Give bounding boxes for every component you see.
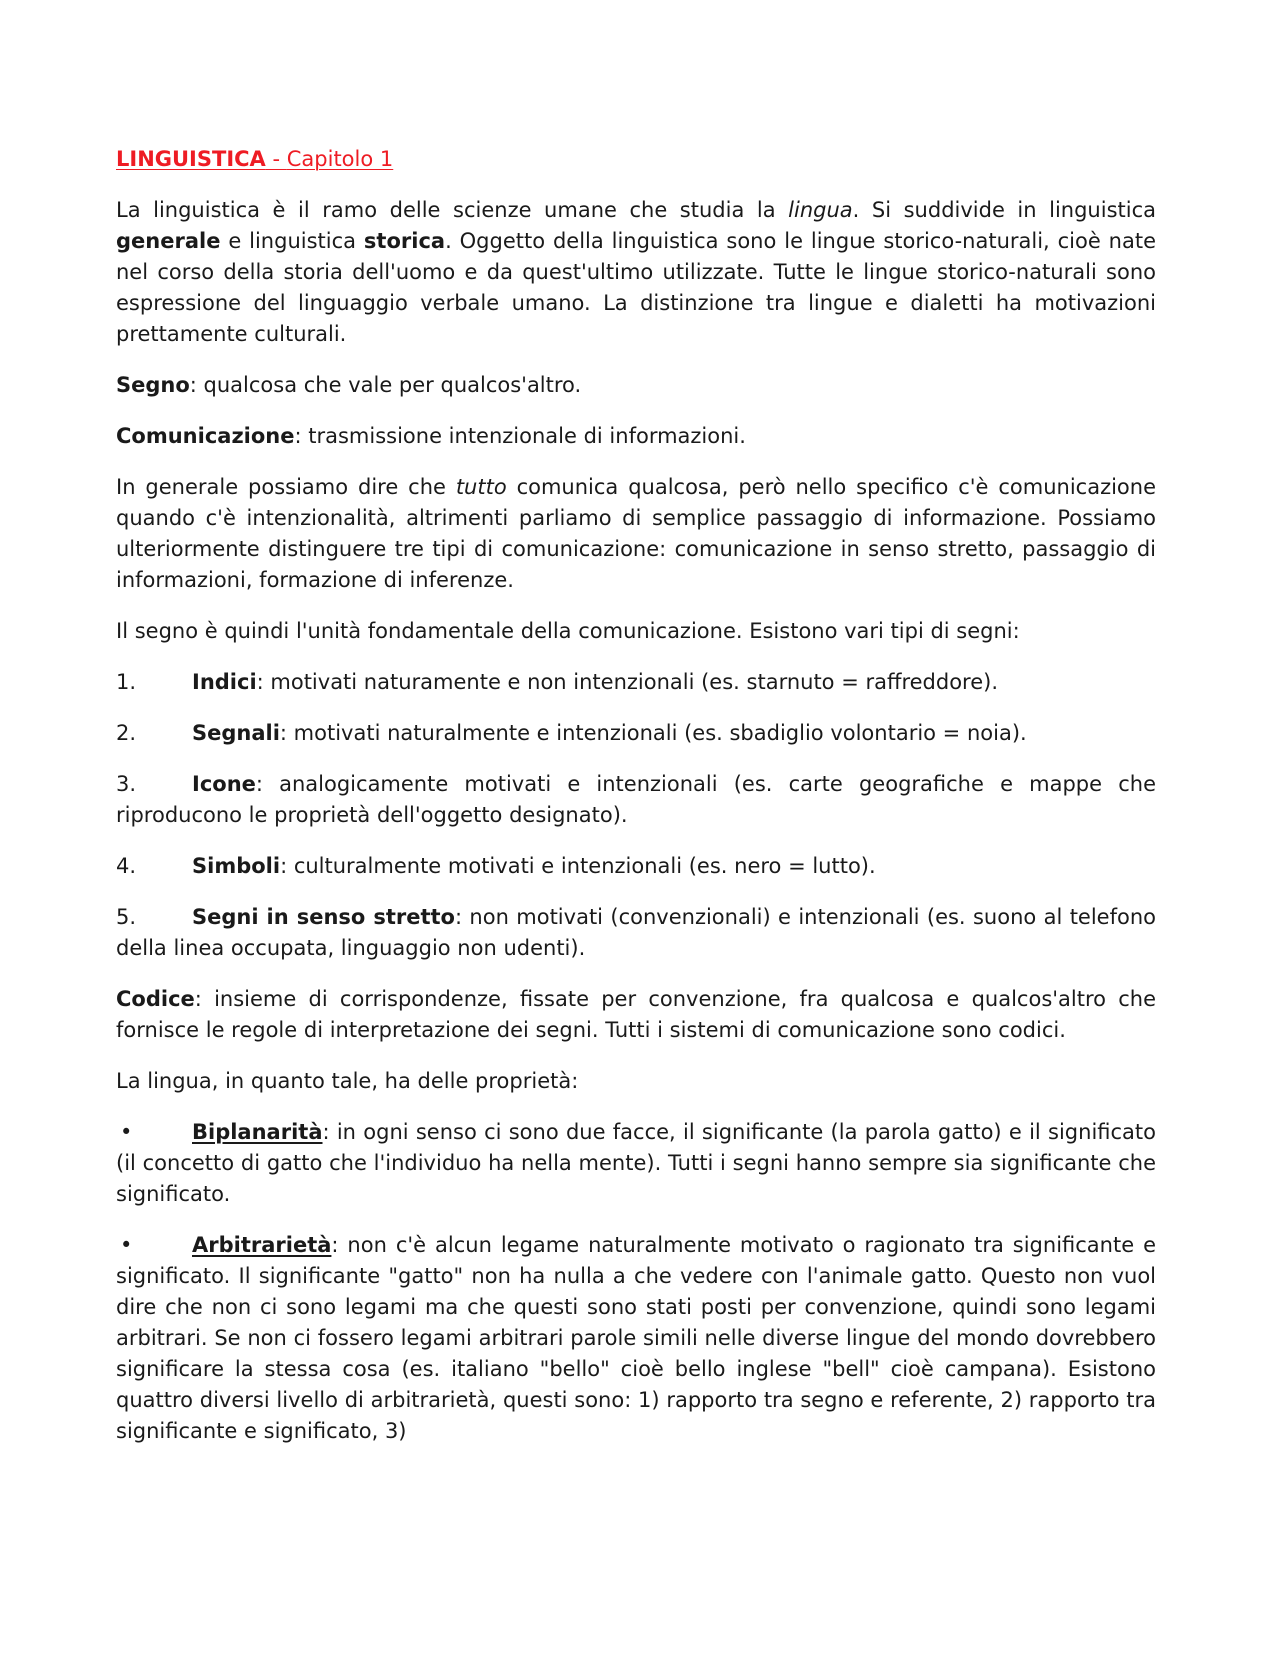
comunicazione-term: Comunicazione bbox=[116, 424, 295, 448]
segno-def: : qualcosa che vale per qualcos'altro. bbox=[189, 373, 582, 397]
proprieta-item bbox=[116, 1230, 1156, 1447]
title-underline bbox=[116, 147, 393, 171]
intro-text-2: . Si suddivide in linguistica bbox=[852, 198, 1156, 222]
segni-term: Segni in senso stretto bbox=[192, 905, 455, 929]
proprieta-term: Biplanarità bbox=[192, 1120, 323, 1144]
segni-def: : culturalmente motivati e intenzionali (es. nero = lutto). bbox=[280, 854, 876, 878]
bullet-icon: • bbox=[120, 1233, 133, 1257]
codice-term: Codice bbox=[116, 987, 195, 1011]
list-number: 1. bbox=[116, 670, 137, 694]
comunicazione-def: : trasmissione intenzionale di informazioni. bbox=[294, 424, 746, 448]
intro-italic-lingua: lingua bbox=[788, 198, 853, 222]
intro-bold-generale: generale bbox=[116, 229, 221, 253]
segni-item bbox=[116, 718, 1156, 749]
segni-def: : non motivati (convenzionali) e intenzionali (es. suono al telefono della linea occupata, linguaggio non udenti). bbox=[116, 905, 1156, 960]
segni-item bbox=[116, 851, 1156, 882]
proprieta-term: Arbitrarietà bbox=[192, 1233, 332, 1257]
segni-term: Segnali bbox=[192, 721, 280, 745]
page-title bbox=[116, 144, 1156, 175]
generale-text-2: comunica qualcosa, però nello specifico c'è comunicazione quando c'è intenzionalità, altrimenti parliamo di semplice passaggio di informazione. Possiamo ulteriormente distinguere tre tipi di comunicazione: comunicazione in senso stretto, passaggio di informazioni, formazione di inferenze. bbox=[116, 475, 1156, 592]
segni-term: Icone bbox=[192, 772, 256, 796]
title-chapter: Capitolo 1 bbox=[286, 147, 394, 171]
segni-intro: Il segno è quindi l'unità fondamentale della comunicazione. Esistono vari tipi di segni: bbox=[116, 619, 1020, 643]
bullet-icon: • bbox=[120, 1120, 133, 1144]
title-main: LINGUISTICA bbox=[116, 147, 266, 171]
segni-term: Indici bbox=[192, 670, 257, 694]
segni-item bbox=[116, 769, 1156, 831]
list-number: 3. bbox=[116, 772, 137, 796]
proprieta-item bbox=[116, 1117, 1156, 1210]
segni-def: : motivati naturalmente e intenzionali (es. sbadiglio volontario = noia). bbox=[279, 721, 1027, 745]
intro-paragraph bbox=[116, 195, 1156, 350]
generale-text-1: In generale possiamo dire che bbox=[116, 475, 456, 499]
generale-paragraph bbox=[116, 472, 1156, 596]
proprieta-intro: La lingua, in quanto tale, ha delle proprietà: bbox=[116, 1069, 579, 1093]
generale-italic-tutto: tutto bbox=[455, 475, 507, 499]
title-separator: - bbox=[265, 147, 287, 171]
comunicazione-definition bbox=[116, 421, 1156, 452]
list-number: 4. bbox=[116, 854, 137, 878]
proprieta-def: : non c'è alcun legame naturalmente motivato o ragionato tra significante e significato. Il significante "gatto" non ha nulla a che vedere con l'animale gatto. Questo non vuol dire che non ci sono legami ma che questi sono stati posti per convenzione, quindi sono legami arbitrari. Se non ci fossero legami arbitrari parole simili nelle diverse lingue del mondo dovrebbero significare la stessa cosa (es. italiano "bello" cioè bello inglese "bell" cioè campana). Esistono quattro diversi livello di arbitrarietà, questi sono: 1) rapporto tra segno e referente, 2) rapporto tra significante e significato, 3) bbox=[116, 1233, 1156, 1443]
segni-def: : analogicamente motivati e intenzionali (es. carte geografiche e mappe che riproducono le proprietà dell'oggetto designato). bbox=[116, 772, 1156, 827]
list-number: 2. bbox=[116, 721, 137, 745]
segno-term: Segno bbox=[116, 373, 190, 397]
intro-text-4: . Oggetto della linguistica sono le lingue storico-naturali, cioè nate nel corso della storia dell'uomo e da quest'ultimo utilizzate. Tutte le lingue storico-naturali sono espressione del linguaggio verbale umano. La distinzione tra lingue e dialetti ha motivazioni prettamente culturali. bbox=[116, 229, 1157, 346]
proprieta-def: : in ogni senso ci sono due facce, il significante (la parola gatto) e il significato (il concetto di gatto che l'individuo ha nella mente). Tutti i segni hanno sempre sia significante che significato. bbox=[116, 1120, 1156, 1206]
codice-def: : insieme di corrispondenze, fissate per convenzione, fra qualcosa e qualcos'altro che fornisce le regole di interpretazione dei segni. Tutti i sistemi di comunicazione sono codici. bbox=[116, 987, 1156, 1042]
segni-item bbox=[116, 667, 1156, 698]
segni-term: Simboli bbox=[192, 854, 281, 878]
intro-bold-storica: storica bbox=[363, 229, 446, 253]
intro-text-1: La linguistica è il ramo delle scienze umane che studia la bbox=[116, 198, 789, 222]
intro-text-3: e linguistica bbox=[220, 229, 364, 253]
segni-def: : motivati naturamente e non intenzionali (es. starnuto = raffreddore). bbox=[256, 670, 999, 694]
codice-definition bbox=[116, 984, 1156, 1046]
list-number: 5. bbox=[116, 905, 137, 929]
segno-definition bbox=[116, 370, 1156, 401]
segni-item bbox=[116, 902, 1156, 964]
